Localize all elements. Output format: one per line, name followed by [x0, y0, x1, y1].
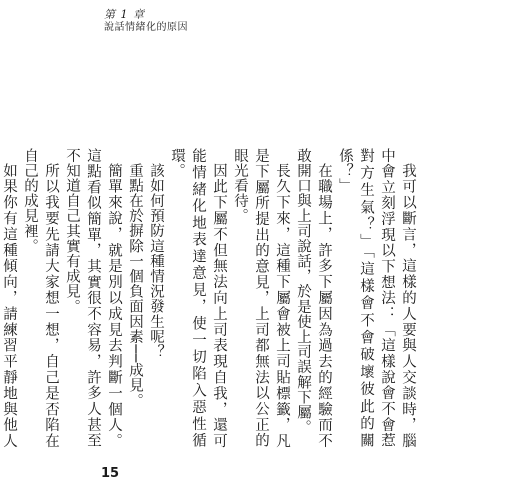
paragraph: 重點在於摒除一個負面因素──成見。	[127, 162, 143, 408]
body-text	[0, 148, 418, 448]
paragraph: 簡單來說，就是別以成見去判斷一個人。這點看似簡單，其實很不容易，許多人甚至不知道自己其實有成見。	[64, 148, 122, 448]
running-head	[104, 8, 188, 34]
paragraph: 該如何預防這種情況發生呢？	[148, 162, 164, 359]
chapter-label: 第 1 章	[104, 8, 145, 21]
paragraph: 如果你有這種傾向，請練習平靜地與他人	[1, 162, 17, 448]
paragraph: 我可以斷言，這樣的人要與人交談時，腦中會立刻浮現以下想法：「這樣說會不會惹對方生氣？」「這樣會不會破壞彼此的關係？」	[337, 148, 416, 448]
paragraph: 長久下來，這種下屬會被上司貼標籤，凡是下屬所提出的意見，上司都無法以公正的眼光看待。	[232, 148, 290, 448]
paragraph: 在職場上，許多下屬因為過去的經驗而不敢開口與上司說話，於是使上司誤解下屬。	[295, 148, 332, 448]
chapter-title: 說話情緒化的原因	[104, 21, 188, 33]
paragraph: 所以我要先請大家想一想，自己是否陷在自己的成見裡。	[22, 148, 59, 448]
paragraph: 因此下屬不但無法向上司表現自我，還可能情緒化地表達意見，使一切陷入惡性循環。	[169, 148, 227, 448]
page-number: 15	[101, 466, 120, 481]
